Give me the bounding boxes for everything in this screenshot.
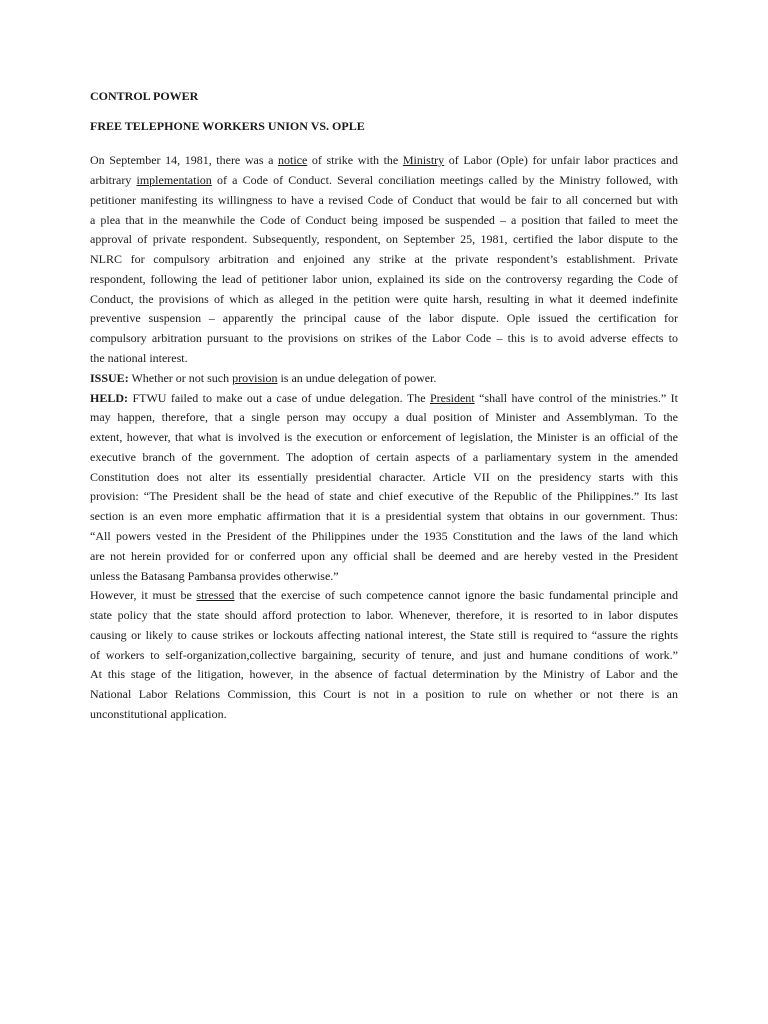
paragraph <box>90 586 678 724</box>
text-line <box>90 428 678 448</box>
text-segment: At this stage of the litigation, however, in the absence of factual determination by the Ministry of Labor and the <box>90 667 678 682</box>
text-line <box>90 586 678 606</box>
text-segment: arbitrary <box>90 172 137 187</box>
text-line <box>90 665 678 685</box>
text-segment: the national interest. <box>90 350 188 365</box>
text-line <box>90 626 678 646</box>
text-line <box>90 408 678 428</box>
text-segment: “All powers vested in the President of the Philippines under the 1935 Constitution and the laws of the land which <box>90 529 678 544</box>
held-label: HELD: <box>90 390 129 405</box>
text-segment: are not herein provided for or conferred upon any official shall be deemed and are hereby vested in the President <box>90 548 678 563</box>
paragraph <box>90 369 678 389</box>
text-line <box>90 685 678 705</box>
text-segment: causing or likely to cause strikes or lockouts affecting national interest, the State still is required to “assure the rights <box>90 627 678 642</box>
text-segment: compulsory arbitration pursuant to the provisions on strikes of the Labor Code – this is to avoid adverse effects to <box>90 331 678 346</box>
text-segment: of strike with the <box>307 153 403 168</box>
text-line <box>90 250 678 270</box>
text-line <box>90 567 678 587</box>
text-segment: unconstitutional application. <box>90 707 227 722</box>
text-line <box>90 270 678 290</box>
section-heading: CONTROL POWER <box>90 89 199 104</box>
text-line <box>90 448 678 468</box>
text-line <box>90 646 678 666</box>
text-segment: is an undue delegation of power. <box>277 370 437 385</box>
text-segment: state policy that the state should afford protection to labor. Whenever, therefore, it is resorted to in labor disputes <box>90 608 678 623</box>
text-line <box>90 191 678 211</box>
text-segment: FTWU failed to make out a case of undue delegation. The <box>128 390 430 405</box>
text-line <box>90 547 678 567</box>
text-line <box>90 507 678 527</box>
text-segment: provision: “The President shall be the head of state and chief executive of the Republic of the Philippines.” Its last <box>90 489 678 504</box>
text-segment: However, it must be <box>90 588 197 603</box>
text-segment: respondent, following the lead of petitioner labor union, explained its side on the controversy regarding the Code of <box>90 271 678 286</box>
text-segment: of Labor (Ople) for unfair labor practices and <box>444 153 679 168</box>
link-president[interactable]: President <box>429 390 475 405</box>
text-segment: Whether or not such <box>128 370 233 385</box>
text-line <box>90 527 678 547</box>
issue-label: ISSUE: <box>90 370 129 385</box>
text-segment: approval of private respondent. Subsequently, respondent, on September 25, 1981, certified the labor dispute to the <box>90 232 678 247</box>
text-line <box>90 487 678 507</box>
paragraph <box>90 151 678 369</box>
text-segment: “shall have control of the ministries.” It <box>474 390 679 405</box>
link-implementation[interactable]: implementation <box>136 172 212 187</box>
text-line <box>90 230 678 250</box>
text-segment: NLRC for compulsory arbitration and enjoined any strike at the private respondent’s establishment. Private <box>90 252 678 267</box>
text-segment: Constitution does not alter its essentially presidential character. Article VII on the presidency starts with this <box>90 469 678 484</box>
link-provision[interactable]: provision <box>232 370 278 385</box>
text-segment: National Labor Relations Commission, this Court is not in a position to rule on whether or not there is an <box>90 687 678 702</box>
text-line <box>90 705 678 725</box>
link-notice[interactable]: notice <box>277 153 308 168</box>
text-line <box>90 329 678 349</box>
text-segment: executive branch of the government. The adoption of certain aspects of a parliamentary system in the amended <box>90 449 678 464</box>
document-body <box>90 151 678 725</box>
text-line <box>90 171 678 191</box>
text-line <box>90 151 678 171</box>
text-segment: Conduct, the provisions of which as alleged in the petition were quite harsh, resulting in what it deemed indefinite <box>90 291 678 306</box>
document-content <box>90 87 678 725</box>
text-line <box>90 309 678 329</box>
text-line <box>90 369 678 389</box>
text-line <box>90 211 678 231</box>
text-segment: petitioner manifesting its willingness to have a revised Code of Conduct that would be fair to all concerned but with <box>90 192 678 207</box>
text-line <box>90 606 678 626</box>
link-ministry[interactable]: Ministry <box>402 153 445 168</box>
text-segment: extent, however, that what is involved is the execution or enforcement of legislation, the Minister is an official of the <box>90 430 678 445</box>
text-line <box>90 349 678 369</box>
text-segment: of workers to self-organization,collective bargaining, security of tenure, and just and humane conditions of work.” <box>90 647 678 662</box>
text-segment: may happen, therefore, that a single person may occupy a dual position of Minister and Assemblyman. To the <box>90 410 678 425</box>
paragraph <box>90 389 678 587</box>
text-segment: a plea that in the meanwhile the Code of Conduct being imposed be suspended – a position that failed to meet the <box>90 212 678 227</box>
text-segment: On September 14, 1981, there was a <box>90 153 278 168</box>
text-line <box>90 468 678 488</box>
text-segment: section is an even more emphatic affirmation that it is a presidential system that obtains in our government. Thus: <box>90 509 678 524</box>
text-segment: that the exercise of such competence cannot ignore the basic fundamental principle and <box>234 588 678 603</box>
text-line <box>90 389 678 409</box>
text-line <box>90 290 678 310</box>
link-stressed[interactable]: stressed <box>196 588 235 603</box>
text-segment: preventive suspension – apparently the principal cause of the labor dispute. Ople issued the certification for <box>90 311 678 326</box>
text-segment: unless the Batasang Pambansa provides otherwise.” <box>90 568 339 583</box>
text-segment: of a Code of Conduct. Several conciliation meetings called by the Ministry followed, with <box>211 172 679 187</box>
case-title: FREE TELEPHONE WORKERS UNION VS. OPLE <box>90 119 365 134</box>
